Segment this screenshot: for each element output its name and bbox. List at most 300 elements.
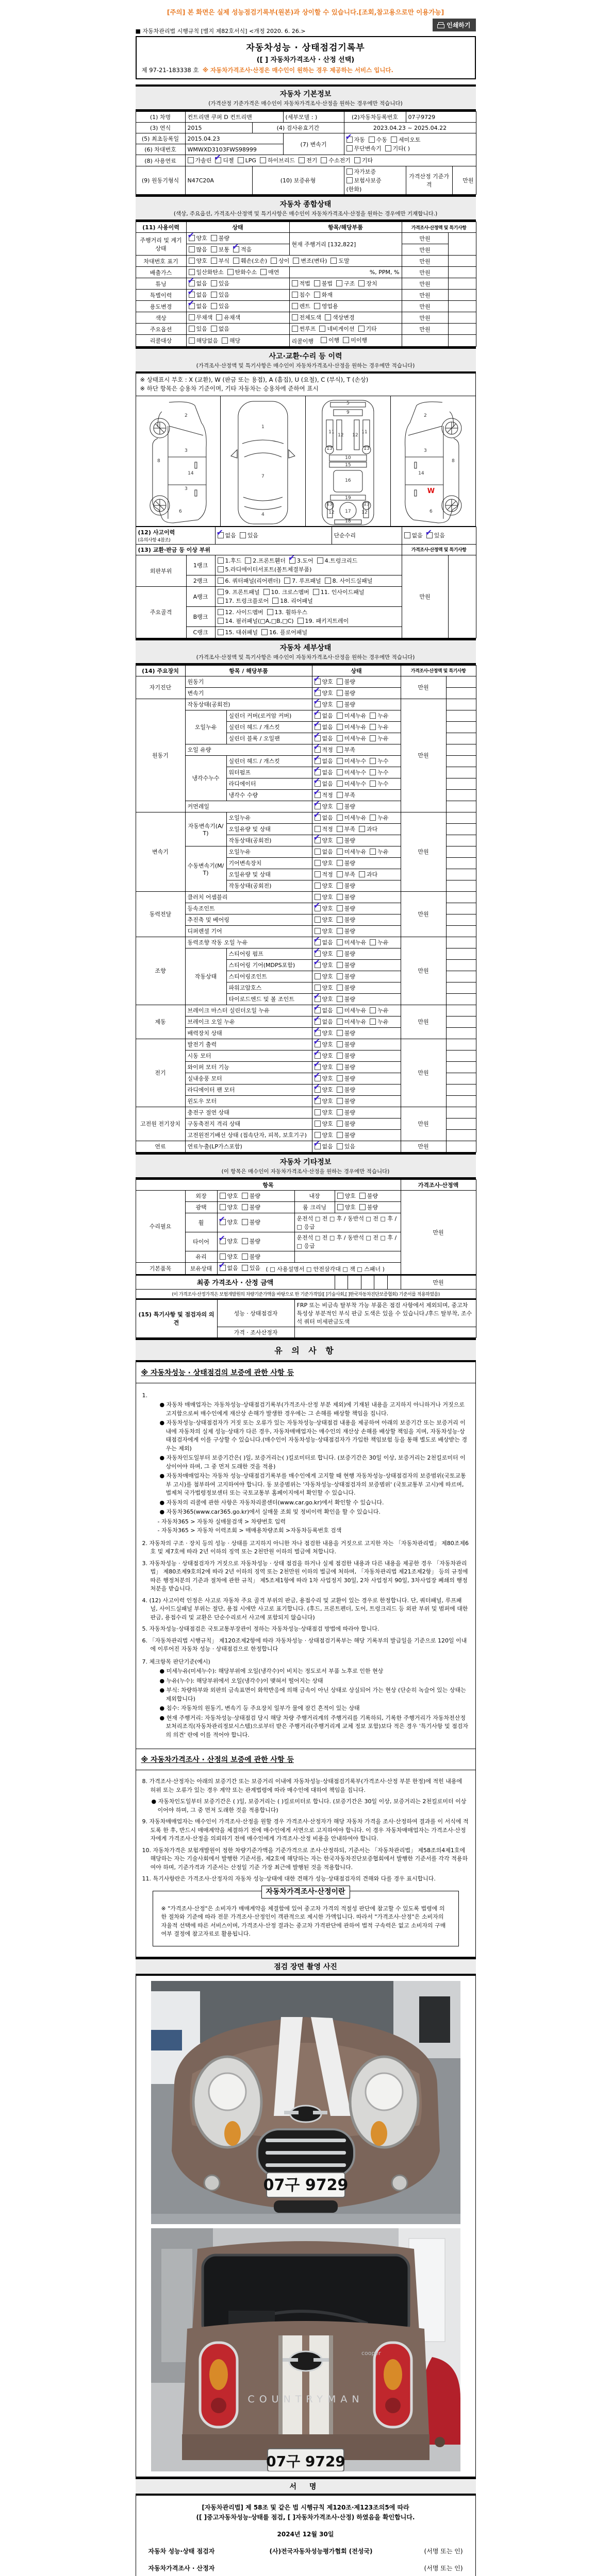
device-group-label: 제동 [136,1005,185,1039]
checkbox-option[interactable]: 부족 [337,870,355,878]
checkbox-option[interactable]: 불량 [337,927,355,935]
checkbox-option[interactable]: 과다 [359,870,377,878]
checkbox-option[interactable]: 있음 [189,325,207,333]
checkbox-option[interactable]: 미세누유 [337,814,367,822]
panel-number: 6 [430,509,433,514]
note-bullet: ● 침수: 자동차의 원동기, 변속기 등 주요장치 일부가 물에 잠긴 흔적이 있는 상태 [159,1704,469,1713]
note-item: 5. 자동차성능·상태점검은 국토교통부장관이 정하는 자동차성능·상태점검 방법에 따라야 합니다. [142,1625,469,1634]
checkbox-option[interactable]: 적법 [292,279,310,287]
checkbox-option[interactable]: ✔ 적음 [233,245,252,253]
device-state [312,1061,401,1073]
checkbox-option[interactable]: 누유 [370,1018,388,1026]
inspection-photos [136,1976,476,2477]
device-item: 타이로드엔드 및 볼 조인트 [226,993,312,1005]
checkbox-option[interactable]: 불량 [242,1252,260,1261]
device-state [312,1016,401,1027]
checkbox-option[interactable]: 색상변경 [325,313,355,321]
registration-number: 07구9729 [406,112,476,123]
checkbox-option[interactable]: 해당 [222,336,240,345]
checkbox-option[interactable]: 불량 [337,677,355,686]
device-item: 라디에이터 [226,778,312,789]
rear-photo [151,2228,460,2471]
checkbox-option[interactable]: 보험사보증 [346,176,382,184]
checkbox-option[interactable]: ✔ 양호 [315,995,333,1003]
device-sub-label: 자동변속기(A/T) [185,812,226,846]
checkbox-option[interactable]: 7. 루프패널 [284,577,321,585]
checkbox-option[interactable]: 영업용 [314,302,338,310]
device-item: 시동 모터 [185,1050,312,1061]
checkbox-option[interactable]: 불량 [337,984,355,992]
checkbox-option[interactable]: 기타( ) [385,144,410,152]
photos-header: 점검 장면 촬영 사진 [136,1957,476,1976]
checkbox-option[interactable]: 불량 [337,689,355,697]
checkbox-option[interactable]: 네비게이션 [319,325,354,333]
checkbox-option[interactable]: 장치 [358,279,377,287]
checkbox-option[interactable]: 미세누유 [337,723,367,731]
checkbox-option[interactable]: 불량 [337,1063,355,1071]
checkbox-option[interactable]: 15. 대쉬패널 [218,628,258,636]
checkbox-option[interactable]: 탄화수소 [227,268,257,276]
device-state [312,767,401,778]
checkbox-option[interactable]: 무채색 [189,313,213,321]
final-price-boxes [335,1275,401,1289]
checkbox-option[interactable]: ✔ 없음 [315,1006,333,1014]
appraiser-opinion [294,1327,476,1337]
simple-repair-label: 단순수리 [332,527,402,544]
checkbox-option[interactable]: 구조 [336,279,355,287]
checkbox-option[interactable]: 불량 [337,882,355,890]
checkbox-option[interactable]: ✔ 없음 [315,779,333,788]
checkbox-option[interactable]: ✔ 3.도어 [289,556,313,565]
device-state [312,801,401,812]
note-bullet: ● 미세누유(미세누수): 해당부위에 오일(냉각수)이 비치는 정도로서 부품 노후로 인한 현상 [159,1667,469,1676]
checkbox-option[interactable]: 가솔린 [188,156,212,164]
checkbox-option[interactable]: 누유 [370,814,388,822]
checkbox-option[interactable]: 불량 [337,1029,355,1037]
checkbox-option[interactable]: 불량 [337,1086,355,1094]
checkbox-option[interactable]: 18. 리어패널 [272,597,313,605]
page-subtitle: ([ ] 자동차가격조사 · 산정 선택) [142,54,470,64]
checkbox-option[interactable]: ✔ 없음 [315,757,333,765]
checkbox-option[interactable]: 양호 [220,1192,238,1200]
checkbox-option[interactable]: 이행 [321,336,339,344]
panel-number: 13 [326,502,332,507]
row-item: 리콜이행 이행 미이행 [289,335,402,347]
checkbox-option[interactable]: 없음 [211,325,229,333]
device-state [312,812,401,823]
device-item: 와이퍼 모터 기능 [185,1061,312,1073]
checkbox-option[interactable]: 부족 [337,791,355,799]
row-item [289,312,402,324]
checkbox-option[interactable]: 6. 쿼터패널(리어펜더) [218,577,281,585]
checkbox-option[interactable]: 19. 패키지트레이 [298,617,349,625]
checkbox-option[interactable]: 없음 [315,848,333,856]
diagram-top-view [221,396,306,526]
checkbox-option[interactable]: 4.트렁크리드 [317,556,358,565]
device-item: 냉각수 수량 [226,789,312,801]
device-state [312,1129,401,1141]
car-damage-diagrams [136,396,476,527]
checkbox-option[interactable]: ✔ 양호 [315,950,333,958]
checkbox-option[interactable]: 유채색 [216,313,240,321]
checkbox-option[interactable]: 양호 [315,916,333,924]
checkbox-option[interactable]: 보통 [211,245,229,253]
checkbox-option[interactable]: 상이 [271,257,289,265]
checkbox-option[interactable]: 16. 플로어패널 [261,628,307,636]
checkbox-option[interactable]: 양호 [315,1120,333,1128]
device-group-label: 원동기 [136,699,185,812]
checkbox-option[interactable]: 미세누유 [337,711,367,720]
checkbox-option[interactable]: ✔ 양호 [315,961,333,969]
checkbox-option[interactable]: ✔ 양호 [315,677,333,686]
device-item: 발전기 출력 [185,1039,312,1050]
checkbox-option[interactable]: ✔ 양호 [315,904,333,912]
checkbox-option[interactable]: 불량 [337,995,355,1003]
checkbox-option[interactable]: 불량 [337,700,355,708]
checkbox-option[interactable]: 양호 [315,882,333,890]
checkbox-option[interactable]: ✔ 양호 [315,700,333,708]
checkbox-option[interactable]: 불량 [337,1074,355,1082]
checkbox-option[interactable]: 양호 [315,984,333,992]
device-item: 변속기 [185,687,312,699]
mileage-amount [186,244,289,256]
checkbox-option[interactable]: 불량 [337,836,355,844]
checkbox-option[interactable]: 10. 크로스멤버 [263,588,309,596]
checkbox-option[interactable]: ✔ 없음 [315,723,333,731]
checkbox-option[interactable]: 양호 [189,257,207,265]
checkbox-option[interactable]: 미세누수 [337,779,367,788]
checkbox-option[interactable]: 불량 [359,1203,378,1211]
checkbox-option[interactable]: ✔ 양호 [189,234,207,242]
checkbox-option[interactable]: 11. 인사이드패널 [313,588,365,596]
checkbox-option[interactable]: 양호 [220,1203,238,1211]
checkbox-option[interactable]: 미세누유 [337,848,367,856]
checkbox-option[interactable]: ✔ 양호 [220,1237,238,1245]
checkbox-option[interactable]: ✔ 디젤 [215,156,234,164]
checkbox-option[interactable]: ✔ 양호 [315,1097,333,1105]
checkbox-option[interactable]: ✔ 없음 [315,1018,333,1026]
repair-state [217,1213,294,1232]
checkbox-option[interactable]: 양호 [315,927,333,935]
checkbox-option[interactable]: 불량 [242,1192,260,1200]
checkbox-option[interactable]: 없음 [404,531,423,539]
checkbox-option[interactable]: 수동 [369,135,387,144]
device-state [312,846,401,857]
device-state [312,857,401,869]
checkbox-option[interactable]: 17. 트렁크플로어 [218,597,269,605]
panel-number: 12 [352,433,358,438]
checkbox-option[interactable]: 미이행 [343,336,367,344]
checkbox-option[interactable]: 불량 [337,1097,355,1105]
checkbox-option[interactable]: 과다 [359,825,377,833]
checkbox-option[interactable]: ✔ 없음 [315,1142,333,1150]
checkbox-option[interactable]: 14. 필러패널(□A,□B,□C) [218,617,294,625]
checkbox-option[interactable]: ✔ 양호 [220,1218,238,1226]
checkbox-option[interactable]: 무단변속기 [346,144,382,152]
device-state [312,937,401,948]
checkbox-option[interactable]: 화재 [314,291,333,299]
device-state [312,1005,401,1016]
checkbox-option[interactable]: 13. 휠하우스 [267,608,308,616]
checkbox-option[interactable]: 도말 [331,257,349,265]
checkbox-option[interactable]: 불량 [337,1120,355,1128]
checkbox-option[interactable]: 불량 [337,961,355,969]
checkbox-option[interactable]: 양호 [315,893,333,901]
final-price-note: (이 가격조사·산정가격은 보험개발원의 차량기준가액을 바탕으로 한 기준가격임([ ]기술사회,[ ]한국자동차진단보증협회) 기준서를 적용하였음) [136,1289,476,1299]
checkbox-option[interactable]: 불량 [337,859,355,867]
checkbox-option[interactable]: 부족 [337,825,355,833]
checkbox-option[interactable]: 세미오토 [391,135,421,144]
checkbox-option[interactable]: 불량 [337,1052,355,1060]
basic-info-table [136,111,476,195]
checkbox-option[interactable]: ✔ 양호 [315,689,333,697]
checkbox-option[interactable]: 전기 [299,156,317,164]
price-appraisal-info-box [153,1891,459,1946]
checkbox-option[interactable]: ✔ 적정 [315,791,333,799]
checkbox-option[interactable]: 전체도색 [292,313,322,321]
checkbox-option[interactable]: 불량 [337,904,355,912]
checkbox-option[interactable]: 누수 [370,779,388,788]
notes-band: 유 의 사 항 [136,1338,476,1362]
engine-type: N47C20A [185,166,252,195]
checkbox-option[interactable]: 미세누수 [337,757,367,765]
device-item: 작동상태(공회전) [226,880,312,891]
checkbox-option[interactable]: 12. 사이드멤버 [218,608,263,616]
panel-number: 9 [346,410,350,415]
checkbox-option[interactable]: ✔ 적정 [315,745,333,754]
printer-icon [437,22,444,28]
detail-rows: (14) 주요장치 항목 / 해당부품 상태 가격조사·산정액 및 특기사항 자기진단 원동기 ✔ 양호 불량 만원 변속기 ✔ 양호 불량 원동기 작동상태(공회전) ✔ 양호 불량 만원 오일누유 실린더 커버(로커암 커버) ✔ 없음 미세누유 누유 실린더 헤드 / 개스킷 ✔ 없음 미세누유 누유 실린더 블록 / 오일팬 ✔ 없음 미세누유 누유 오일 유량 ✔ 적정 부족 냉각수누수 실린더 헤드 / 개스킷 ✔ 없음 미세누수 누수 워터펌프 ✔ 없음 미세누수 누수 라디에이터 ✔ 없음 미세누수 누수 냉각수 수량 ✔ 적정 부족 커먼레일 ✔ 양호 불량 변속기 자동변속기(A/T) 오일누유 ✔ 없음 미세누유 누유 만원 오일유량 및 상태 적정 부족 과다 작동상태(공회전) ✔ 양호 불량 수동변속기(M/T) 오일누유 없음 미세누유 누유 기어변속장치 양호 불량 오일유량 및 상태 적정 부족 과다 작동상태(공회전) 양호 불량 동력전달 클러치 어셈블리 양호 불량 만원 등속조인트 ✔ 양호 불량 추진축 및 베어링 양호 불량 디퍼렌셜 기어 양호 불량 조향 동력조향 작동 오일 누유 ✔ 없음 미세누유 누유 만원 작동상태 스티어링 펌프 ✔ 양호 불량 스티어링 기어(MDPS포함) ✔ 양호 불량 스티어링조인트 양호 불량 파워고압호스 양호 불량 타이로드엔드 및 볼 조인트 ✔ 양호 불량 제동 브레이크 마스터 실린더오일 누유 ✔ 없음 미세누유 누유 만원 브레이크 오일 누유 ✔ 없음 미세누유 누유 배력장치 상태 ✔ 양호 불량 전기 발전기 출력 ✔ 양호 불량 만원 시동 모터 ✔ 양호 불량 와이퍼 모터 기능 ✔ 양호 불량 실내송풍 모터 ✔ 양호 불량 라디에이터 팬 모터 ✔ 양호 불량 윈도우 모터 ✔ 양호 불량 고전원 전기장치 충전구 절연 상태 양호 불량 만원 구동축전지 격리 상태 양호 불량 고전원전기배선 상태 (접속단자, 피복, 보호기구) 양호 불량 연료 연료누출(LP가스포함) ✔ 없음 있음 만원 [136,665,476,1153]
checkbox-option[interactable]: 하이브리드 [260,156,295,164]
base-price-unit: 만원 [452,166,476,195]
page-title: 자동차성능 · 상태점검기록부 [142,40,470,53]
checkbox-option[interactable]: 기타 [354,156,373,164]
checkbox-option[interactable]: 썬루프 [292,325,316,333]
checkbox-option[interactable]: 양호 [315,1108,333,1116]
device-state [312,971,401,982]
checkbox-option[interactable]: 미세누유 [337,1006,367,1014]
checkbox-option[interactable]: 해당없음 [189,336,219,345]
checkbox-option[interactable]: 불량 [337,893,355,901]
checkbox-option[interactable]: 불량 [242,1203,260,1211]
note-item: 6. 「자동차관리법 시행규칙」 제120조제2항에 따라 자동차성능 · 상태점검기록부는 해당 기록부의 발급일을 기준으로 120일 이내에 이루어진 자동차 성능 · 상태점검으로 한정합니다 [142,1637,469,1654]
checkbox-option[interactable]: ✔ 없음 [220,1264,238,1272]
panel-number: 7 [261,474,265,479]
device-state [312,778,401,789]
checkbox-option[interactable]: 누유 [370,938,388,946]
checkbox-option[interactable]: 양호 [220,1252,238,1261]
panel-number: 15 [345,463,351,468]
device-item: 오일유량 및 상태 [226,823,312,835]
checkbox-option[interactable]: 있음 [337,1142,355,1150]
device-item: 오일 유량 [185,744,312,755]
checkbox-option[interactable]: 8. 사이드실패널 [325,577,373,585]
checkbox-option[interactable]: ✔ 양호 [315,1074,333,1082]
checkbox-option[interactable]: 불량 [337,916,355,924]
note-item: 4. (12) 사고이력 인정은 사고로 자동차 주요 골격 부위의 판금, 용접수리 및 교환이 있는 경우로 한정합니다. 단, 쿼터패널, 루프패널, 사이드실패널 부위는 절단, 용접 시에만 사고로 표기합니다. (후드, 프론트펜더, 도어, 트렁크리드 등 외판 부위 및 범퍼에 대한 판금, 용접수리 및 교환은 단순수리로서 사고에 포함되지 않습니다) [142,1597,469,1622]
checkbox-option[interactable]: 누유 [370,848,388,856]
checkbox-option[interactable]: 누유 [370,734,388,742]
device-state [312,891,401,903]
checkbox-option[interactable]: 기타 [358,325,377,333]
checkbox-option[interactable]: 미세누수 [337,768,367,776]
checkbox-option[interactable]: 있음 [211,291,229,299]
checkbox-option[interactable]: 불량 [337,1040,355,1048]
print-button[interactable]: 인쇄하기 [433,19,475,31]
note-bullet: ● 자동차인도일부터 보증기간은 ( )일, 보증거리는 ( )킬로미터로 합니다. (보증기간은 30일 이상, 보증거리는 2천킬로미터 이상이어야 하며, 그 중 먼저 도래한 것을 적용합니다) [151,1798,469,1815]
checkbox-option[interactable]: ✔ 없음 [315,768,333,776]
checkbox-option[interactable]: 9. 프론트패널 [218,588,260,596]
checkbox-option[interactable]: 양호 [315,972,333,980]
checkbox-option[interactable]: 불량 [337,802,355,810]
note-item: 7. 체크항목 판단기준(예시) ● 미세누유(미세누수): 해당부위에 오일(냉각수)이 비치는 정도로서 부품 노후로 인한 현상 ● 누유(누수): 해당부위에서 오일(냉각수)이 맺혀서 떨어지는 상태 ● 부식: 차량하부와 외판의 금속표면이 화학반응에 의해 금속이 아닌 상태로 상실되어 가는 현상 (단순히 녹슬어 있는 상태는 제외합니다) ● 침수: 자동차의 원동기, 변속기 등 주요장치 일부가 물에 잠긴 흔적이 있는 상태 ● 현재 주행거리: 자동차성능·상태점검 당시 해당 차량 주행거리계의 주행거리를 기록하되, 기록한 주행거리가 자동차전산정보처리조직(자동차관리정보시스템)으로부터 받은 주행거리(주행거리계 교체 정보 포함)보다 적은 경우 '특기사항 및 점검자의 의견' 란에 이를 적어야 합니다. [142,1658,469,1740]
checkbox-option[interactable]: 불량 [337,1108,355,1116]
checkbox-option[interactable]: 있음 [211,279,229,287]
device-item: 동력조향 작동 오일 누유 [185,937,312,948]
checkbox-option[interactable]: 누수 [370,768,388,776]
signer-role: 자동차 성능·상태 점검자 [148,2547,236,2555]
checkbox-option[interactable]: ✔ 양호 [315,1040,333,1048]
row-item [289,301,402,312]
checkbox-option[interactable]: 누유 [370,1006,388,1014]
checkbox-option[interactable]: ✔ 없음 [315,814,333,822]
device-group-label: 고전원 전기장치 [136,1107,185,1141]
checkbox-option[interactable]: 적정 [315,870,333,878]
checkbox-option[interactable]: 자가보증 [346,167,376,176]
checkbox-option[interactable]: 있음 [211,302,229,310]
detail-condition-table [136,665,476,1153]
checkbox-option[interactable]: ✔ 없음 [218,531,236,539]
device-state [312,903,401,914]
device-item: 디퍼렌셜 기어 [185,925,312,937]
checkbox-option[interactable]: 양호 [337,1203,356,1211]
checkbox-option[interactable]: ✔ 양호 [315,802,333,810]
device-state [312,880,401,891]
first-registration-date: 2015.04.23 [185,133,283,144]
checkbox-option[interactable]: 불량 [337,950,355,958]
checkbox-option[interactable]: 훼손(오손) [233,257,267,265]
overall-condition-table [136,222,476,347]
checkbox-option[interactable]: 불량 [337,972,355,980]
device-state [312,676,401,687]
checkbox-option[interactable]: 양호 [315,859,333,867]
checkbox-option[interactable]: ✔ 없음 [189,279,207,287]
device-item: 오일유량 및 상태 [226,869,312,880]
device-item: 충전구 절연 상태 [185,1107,312,1118]
repair-group-label: 수리필요 [136,1190,185,1262]
car-name: 컨트리맨 쿠퍼 D 컨트리맨 [185,112,283,123]
device-state [312,710,401,721]
device-item: 파워고압호스 [226,982,312,993]
checkbox-option[interactable]: 누유 [370,723,388,731]
checkbox-option[interactable]: LPG [238,157,256,164]
checkbox-option[interactable]: ✔ 있음 [426,531,445,539]
checkbox-option[interactable]: ✔ 양호 [315,1086,333,1094]
panel-number: 12 [338,433,343,438]
checkbox-option[interactable]: 변조(변타) [293,257,327,265]
device-sub-label: 수동변속기(M/T) [185,846,226,891]
checkbox-option[interactable]: ✔ 양호 [315,1029,333,1037]
device-item: 스티어링 기어(MDPS포함) [226,959,312,971]
checkbox-option[interactable]: 부족 [337,745,355,754]
checkbox-option[interactable]: 불량 [242,1218,260,1226]
device-item: 오일누유 [226,846,312,857]
device-item: 실린더 헤드 / 개스킷 [226,755,312,767]
checkbox-option[interactable]: ✔ 없음 [189,291,207,299]
checkbox-option[interactable]: 누유 [370,711,388,720]
rear-model-badge: COUNTRYMAN [247,2394,364,2405]
device-state [312,948,401,959]
checkbox-option[interactable]: 불량 [359,1192,378,1200]
repair-extra: 운전석 □ 전 □ 후 / 동반석 □ 전 □ 후 / □ 응급 [294,1232,401,1251]
checkbox-option[interactable]: ✔ 없음 [315,938,333,946]
device-group-label: 조향 [136,937,185,1005]
checkbox-option[interactable]: 있음 [240,531,258,539]
checkbox-option[interactable]: 5.라디에이터서포트(볼트체결부품) [218,565,312,573]
checkbox-option[interactable]: 불법 [314,279,333,287]
checkbox-option[interactable]: ✔ 없음 [315,734,333,742]
checkbox-option[interactable]: 일산화탄소 [189,268,224,276]
checkbox-option[interactable]: 누수 [370,757,388,765]
checkbox-option[interactable]: 많음 [189,245,207,253]
note-item: 2. 자동차의 구조 · 장치 등의 성능 · 상태를 고지하지 아니한 자나 점검한 내용을 거짓으로 고지한 자는 「자동차관리법」 제80조제6호 및 제7호에 따라 2년 이하의 징역 또는 2천만원 이하의 벌금에 처합니다. [142,1539,469,1556]
checkbox-option[interactable]: ✔ 자동 [346,135,365,144]
checkbox-option[interactable]: 렌트 [292,302,310,310]
section-accident-header: 사고·교환·수리 등 이력 (가격조사·산정액 및 특기사항은 매수인이 자동차가격조사·산정을 원하는 경우에만 적습니다) [136,347,476,374]
device-item: 구동축전지 격리 상태 [185,1118,312,1129]
checkbox-option[interactable]: 1.후드 [218,556,242,565]
device-group-label: 동력전달 [136,891,185,937]
checkbox-option[interactable]: ✔ 없음 [315,711,333,720]
checkbox-option[interactable]: 양호 [337,1192,356,1200]
checkbox-option[interactable]: 양호 [315,1131,333,1139]
checkbox-option[interactable]: ✔ 없음 [189,302,207,310]
device-state [312,835,401,846]
device-group-label: 연료 [136,1141,185,1152]
checkbox-option[interactable]: 침수 [292,291,310,299]
note-bullet: ● 자동차 매매업자는 자동차성능·상태점검기록부(가격조사·산정 부분 제외)에 기재된 내용을 고지하지 아니하거나 거짓으로 고지함으로써 매수인에게 재산상 손해가 발생한 경우에는 그 손해를 배상할 책임을 집니다. [159,1401,469,1418]
checkbox-option[interactable]: ✔ 양호 [315,836,333,844]
warranty-options: 자가보증 보험사보증 (한화) [344,166,406,195]
checkbox-option[interactable]: 2.프론트휀더 [245,556,286,565]
checkbox-option[interactable]: 미세누유 [337,734,367,742]
checkbox-option[interactable]: 미세누유 [337,1018,367,1026]
note-bullet: ● 자동차성능·상태점검자가 거짓 또는 오류가 있는 자동차성능·상태점검 내용을 제공하여 아래의 보증기간 또는 보증거리 이내에 자동차의 실제 성능·상태가 다른 경우, 자동차매매업자는 매수인의 재산상 손해를 배상할 책임을 지며, 자동차성능·상태점검자에게 이를 구상할 수 있습니다.(매수인이 자동차성능·상태점검자가 가입한 책임보험 등을 통해 별도로 배상받는 경우는 제외) [159,1419,469,1453]
checkbox-option[interactable]: 미세누유 [337,938,367,946]
checkbox-option[interactable]: 있음 [242,1264,260,1272]
device-state [312,823,401,835]
checkbox-option[interactable]: 불량 [337,1131,355,1139]
row-item: %, PPM, % [289,267,402,278]
checkbox-option[interactable]: ✔ 양호 [315,1063,333,1071]
checkbox-option[interactable]: 불량 [211,234,229,242]
checkbox-option[interactable]: 부식 [211,257,229,265]
checkbox-option[interactable]: 적정 [315,825,333,833]
panel-number: 2 [424,413,427,418]
damage-code-legend: ※ 상태표시 부호 : X (교환), W (판금 또는 용접), A (흠집), U (요철), C (부식), T (손상) ※ 하단 항목은 승용차 기준이며, 기타 자동차는 승용차에 준하여 표시 [136,374,476,396]
checkbox-option[interactable]: ✔ 양호 [315,1052,333,1060]
panel-number: 12 [361,510,367,515]
panel-number: 11 [328,430,334,435]
note-item: 3. 자동차성능 · 상태점검자가 거짓으로 자동차성능 · 상태 점검을 하거나 실제 점검한 내용과 다른 내용을 제공한 경우 「자동차관리법」 제80조제9호의2에 따라 2년 이하의 징역 또는 2천만원 이하의 벌금에 처하며, 「자동차관리법 제21조제2항」 등의 규정에 따른 행정처분의 기준과 절차에 관한 규칙」 제5조제1항에 따라 1차 사업정지 30일, 2차 사업정지 90일, 3차사업장 폐쇄의 행정처분을 받습니다. [142,1560,469,1594]
checkbox-option[interactable]: 불량 [242,1237,260,1245]
checkbox-option[interactable]: 매연 [260,268,279,276]
service-note: ※ 자동차가격조사·산정은 매수인이 원하는 경우 제공하는 서비스 입니다. [203,66,393,74]
checkbox-option[interactable]: 수소전기 [321,156,351,164]
device-state [312,1073,401,1084]
device-state [312,755,401,767]
damage-mark-w: W [427,487,434,495]
